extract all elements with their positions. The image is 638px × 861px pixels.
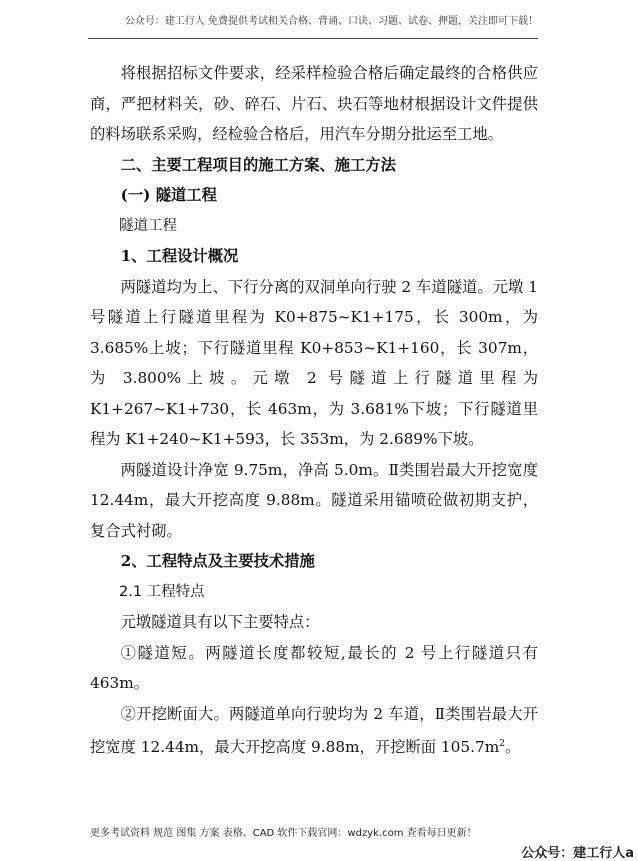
paragraph-feature-large-section	[90, 699, 538, 763]
heading-design-overview: 1、工程设计概况	[120, 247, 239, 265]
heading-features: 2.1 工程特点	[119, 583, 205, 600]
tunnel-label: 隧道工程	[119, 217, 177, 234]
page-header	[88, 10, 538, 39]
paragraph-feature-short: ①隧道短。两隧道长度都较短,最长的 2 号上行隧道只有 463m。	[90, 643, 538, 692]
page-footer	[90, 824, 530, 839]
paragraph-tunnel-mileage: 两隧道均为上、下行分离的双洞单向行驶 2 车道隧道。元墩 1 号隧道上行隧道里程为 K0+875~K1+175，长 300m，为 3.685%上坡；下行隧道里程 K0+853~K1+160，长 307m，为 3.800%上坡。元墩 2 号隧道上行隧道里程为 K1+267~K1+730，长 463m，为 3.681%下坡；下行隧道里程为 K1+240~K1+593，长 353m，为 2.689%下坡。	[90, 277, 538, 448]
document-body	[90, 58, 538, 763]
footer-text: 更多考试资料 规范 图集 方案 表格、CAD 软件下载官网：wdzyk.com 查看每日更新！	[90, 828, 477, 839]
area-superscript: 2	[499, 739, 505, 749]
watermark: 公众号：建工行人a	[521, 846, 634, 861]
paragraph-materials: 将根据招标文件要求，经采样检验合格后确定最终的合格供应商，严把材料关，砂、碎石、片石、块石等地材根据设计文件提供的料场联系采购，经检验合格后，用汽车分期分批运至工地。	[90, 64, 538, 143]
subsection-heading-tunnel: (一) 隧道工程	[120, 186, 217, 204]
feature-large-section-end: 。	[504, 738, 521, 757]
paragraph-features-intro: 元墩隧道具有以下主要特点：	[120, 613, 320, 631]
header-text: 公众号：建工行人 免费提供考试相关合格、背诵、口诀、习题、试卷、押题，关注即可下载！	[124, 16, 538, 27]
feature-large-section-text: ②开挖断面大。两隧道单向行驶均为 2 车道，Ⅱ类围岩最大开挖宽度 12.44m，最大开挖高度 9.88m，开挖断面 105.7m	[90, 704, 538, 757]
section-heading: 二、主要工程项目的施工方案、施工方法	[120, 155, 396, 174]
heading-features-measures: 2、工程特点及主要技术措施	[120, 552, 315, 570]
paragraph-tunnel-dimensions: 两隧道设计净宽 9.75m，净高 5.0m。Ⅱ类围岩最大开挖宽度 12.44m，最大开挖高度 9.88m。隧道采用锚喷砼做初期支护，复合式衬砌。	[90, 460, 538, 540]
